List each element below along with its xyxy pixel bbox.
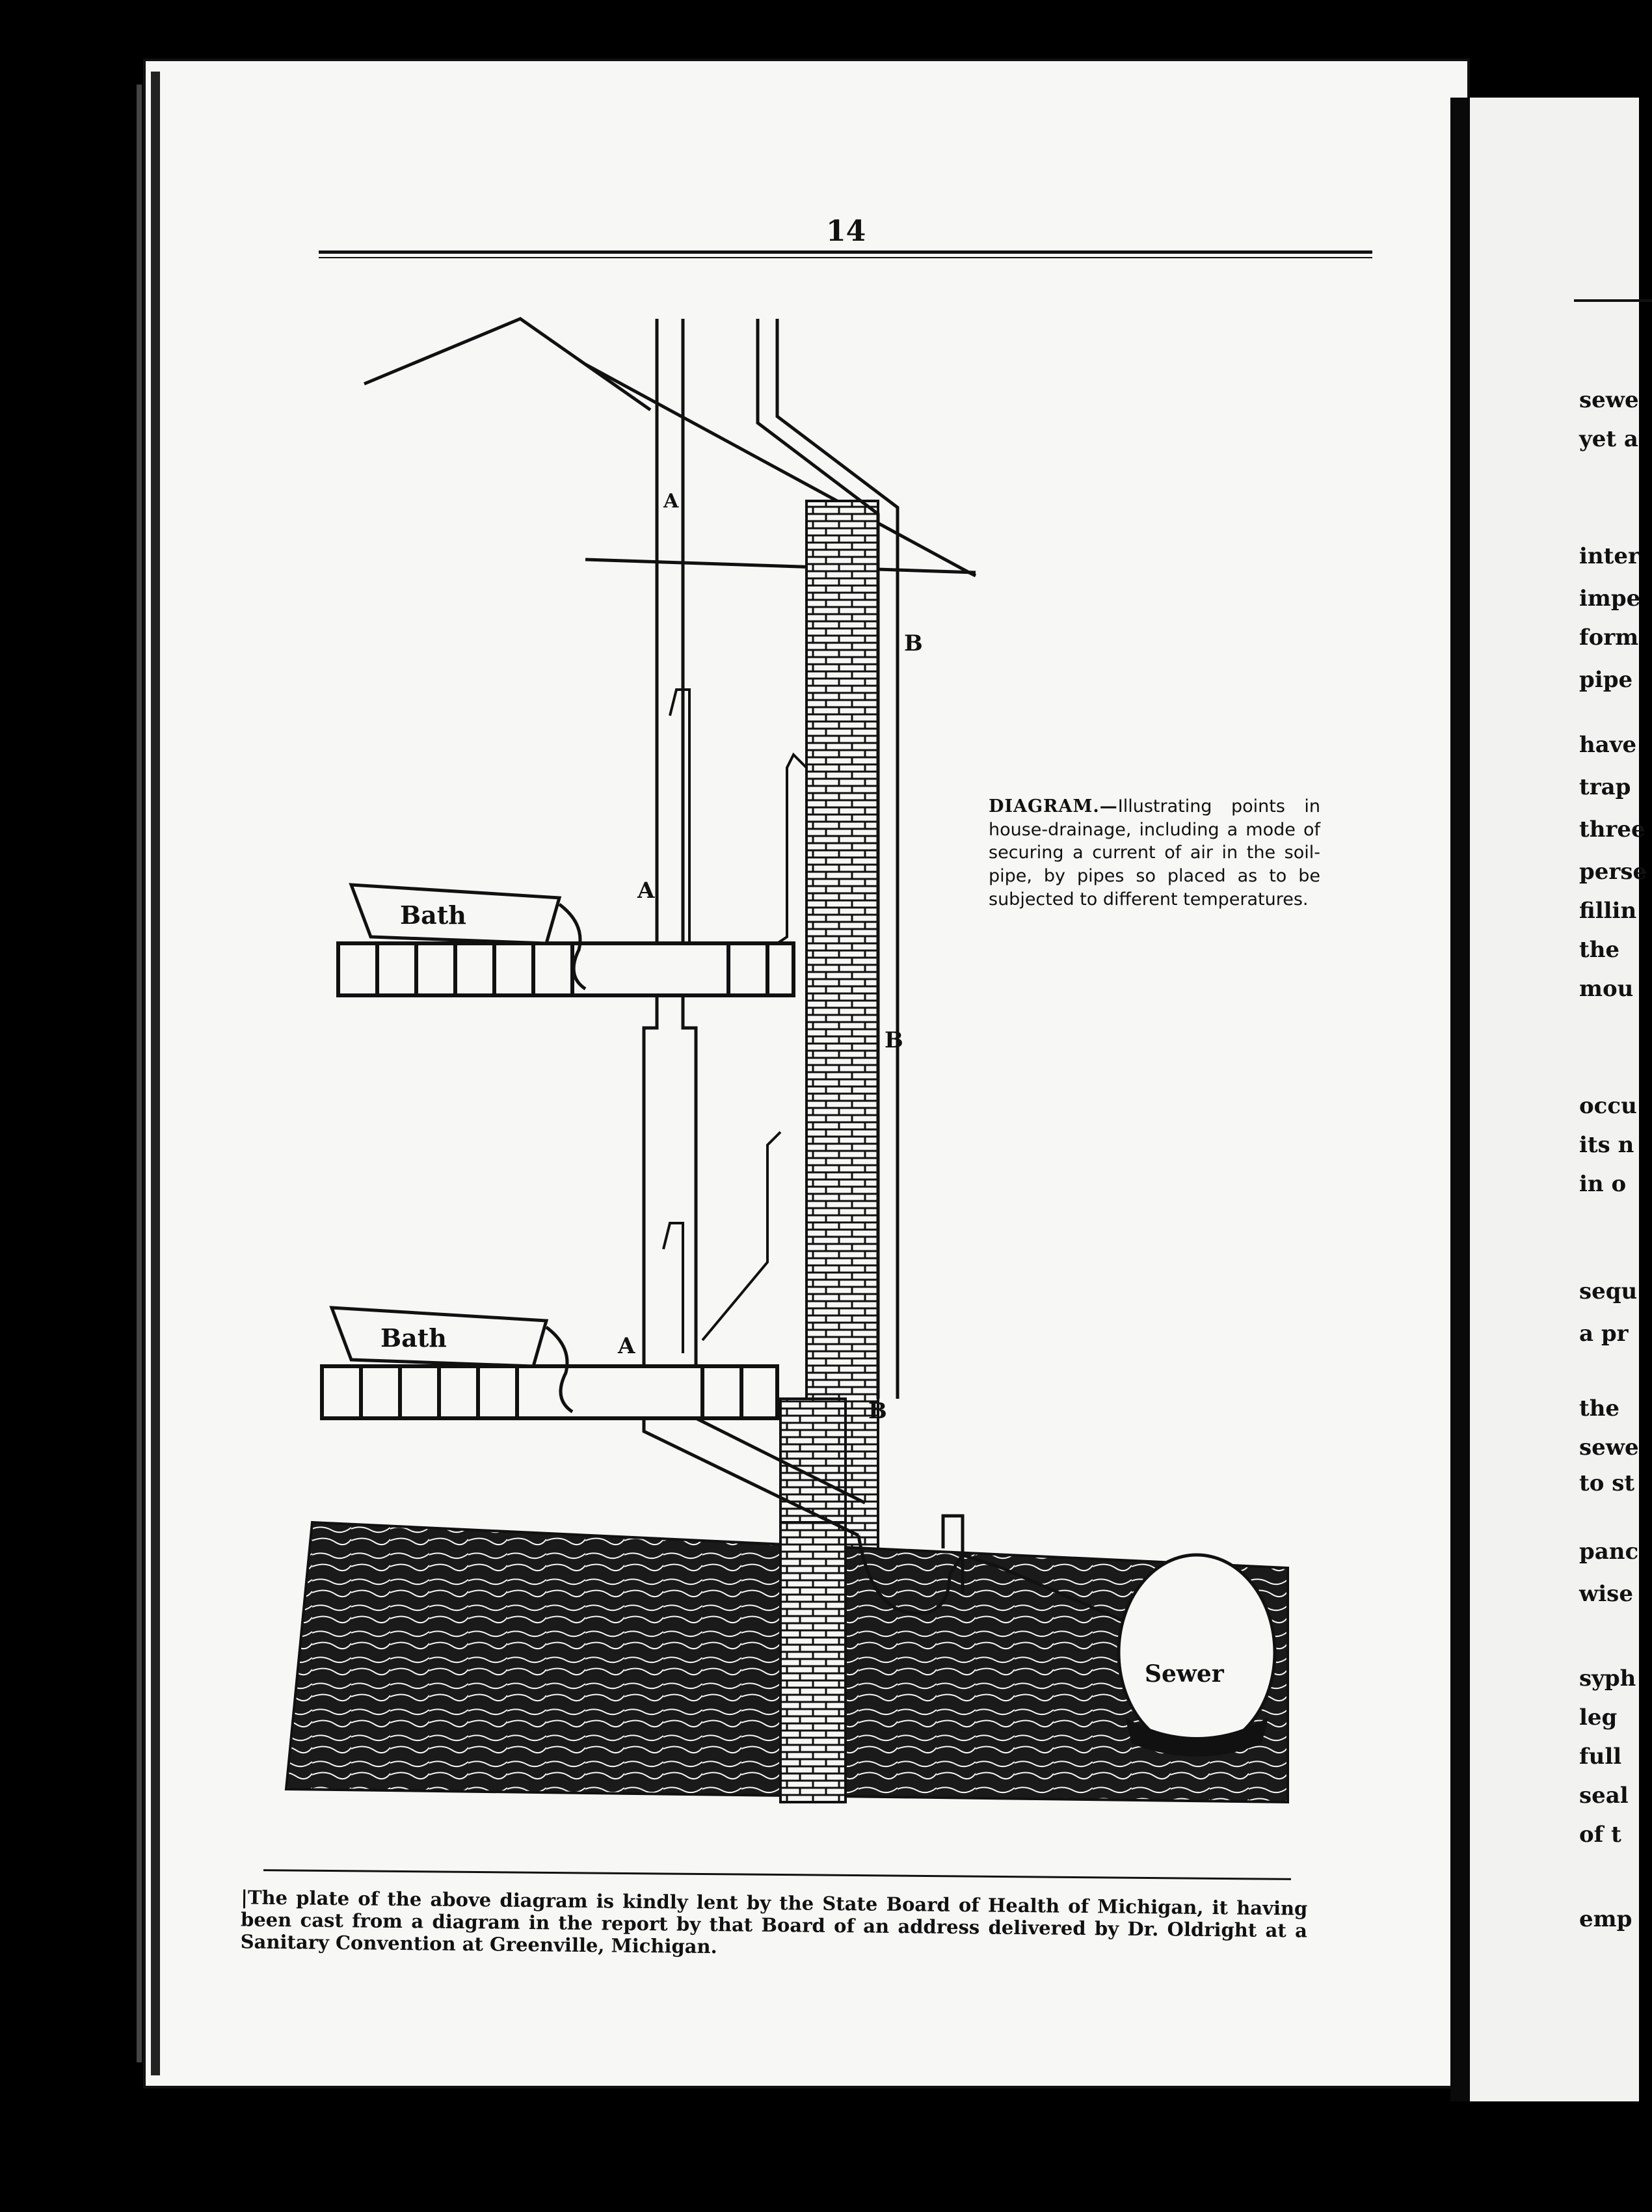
diagram-caption: [989, 795, 1320, 911]
floor-upper: [338, 943, 793, 995]
label-b-mid: B: [885, 1027, 903, 1053]
right-page-line: inter: [1579, 543, 1640, 569]
caption-body: Illustrating points in house-drainage, including a mode of securing a current of air in the soil-pipe, by pipes so placed as to be subjected to different temperatures.: [989, 796, 1320, 910]
right-page-line: impe: [1579, 586, 1641, 612]
label-b-top: B: [904, 630, 923, 656]
right-page-line: in o: [1579, 1171, 1627, 1197]
right-page-line: to st: [1579, 1470, 1635, 1496]
label-bath-upper: Bath: [400, 900, 466, 930]
right-page-line: wise: [1579, 1581, 1633, 1607]
right-page-line: of t: [1579, 1822, 1621, 1848]
header-rule-top: [319, 250, 1372, 254]
right-page-line: form: [1579, 625, 1639, 651]
page-number: 14: [826, 215, 866, 248]
right-page-line: occu: [1579, 1093, 1637, 1119]
label-b-low: B: [868, 1398, 887, 1424]
right-page-line: emp: [1579, 1906, 1632, 1932]
right-page-line: syph: [1579, 1666, 1636, 1692]
right-page-line: trap: [1579, 774, 1631, 800]
right-page-line: three: [1579, 816, 1645, 843]
right-page-line: sequ: [1579, 1278, 1638, 1304]
right-page-line: its n: [1579, 1132, 1634, 1158]
right-page-line: full: [1579, 1744, 1622, 1770]
right-page-line: the: [1579, 1396, 1620, 1422]
right-page-line: have: [1579, 732, 1637, 758]
right-page-line: sewe: [1579, 1435, 1639, 1461]
right-page-line: panc: [1579, 1539, 1639, 1565]
sewer-main: [1119, 1555, 1275, 1757]
roof: [364, 319, 976, 576]
house-drainage-diagram: [273, 299, 1314, 1828]
vent-branches: [663, 690, 806, 1353]
right-page-rule: [1574, 299, 1652, 302]
right-page-line: seal: [1579, 1783, 1629, 1809]
footnote-text: |The plate of the above diagram is kindly lent by the State Board of Health of Michigan, it having been cast from a diagram in the report by that Board of an address delivered by Dr. Oldright at a Sanitary Convention at Greenville, Michigan.: [240, 1886, 1308, 1958]
page-edge-shadow: [137, 85, 142, 2062]
floor-lower: [322, 1366, 777, 1418]
right-page-line: sewe: [1579, 387, 1639, 413]
chimney: [780, 501, 878, 1646]
label-sewer: Sewer: [1145, 1660, 1224, 1688]
right-page-line: yet a: [1579, 426, 1638, 452]
right-page-line: mou: [1579, 976, 1634, 1002]
right-page-line: leg: [1579, 1705, 1618, 1731]
right-page-line: fillin: [1579, 898, 1637, 924]
label-a-top: A: [663, 490, 679, 513]
right-page-line: pipe: [1579, 667, 1633, 693]
label-a-low: A: [618, 1333, 635, 1359]
header-rule-bottom: [319, 257, 1372, 258]
right-page-line: the: [1579, 937, 1620, 963]
caption-head: DIAGRAM.—: [989, 796, 1118, 816]
right-page-line: perse: [1579, 859, 1647, 885]
page-binding-edge: [151, 72, 160, 2075]
label-a-mid: A: [637, 878, 655, 904]
label-bath-lower: Bath: [380, 1323, 447, 1353]
right-page-line: a pr: [1579, 1321, 1629, 1347]
